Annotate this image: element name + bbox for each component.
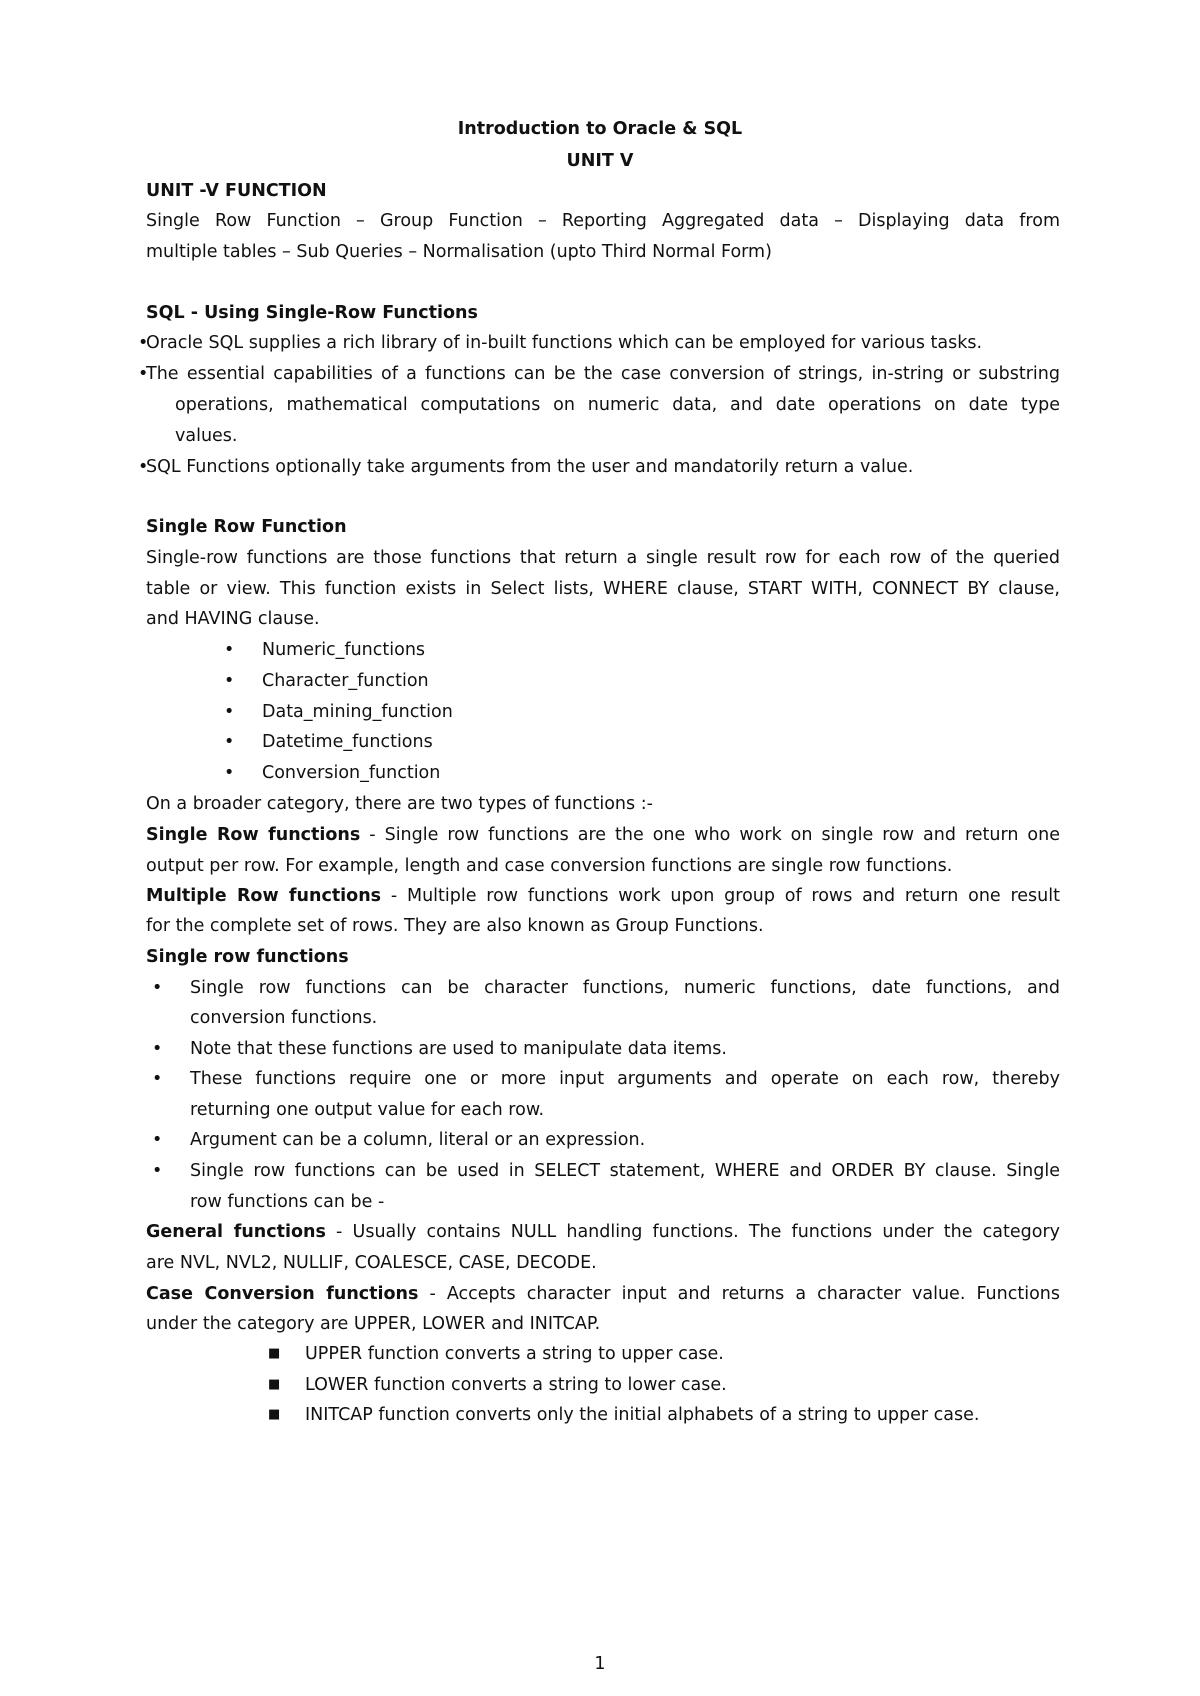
- case-conversion-term: Case Conversion functions: [146, 1284, 419, 1304]
- multiple-row-definition: - Multiple row functions work upon group of rows and return one result: [381, 886, 1060, 906]
- definition-line: [146, 823, 1060, 847]
- square-bullet: ■: [268, 1346, 281, 1361]
- definition-line: [146, 884, 1060, 908]
- bullet-dot: •: [138, 333, 149, 353]
- single-row-term: Single Row functions: [146, 825, 361, 845]
- case-list-item: UPPER function converts a string to upper case.: [305, 1344, 724, 1364]
- bullet-text: returning one output value for each row.: [190, 1100, 545, 1120]
- bullet-dot: •: [138, 364, 149, 384]
- bullet-dot: •: [224, 732, 235, 752]
- function-list-item: Numeric_functions: [262, 640, 426, 660]
- bullet-dot: •: [152, 1069, 163, 1089]
- bullet-dot: •: [152, 1130, 163, 1150]
- case-list-item: INITCAP function converts only the initial alphabets of a string to upper case.: [305, 1405, 980, 1425]
- sql-bullet-text: operations, mathematical computations on numeric data, and date operations on date type: [175, 395, 1060, 415]
- definition-line: for the complete set of rows. They are also known as Group Functions.: [146, 916, 764, 936]
- paragraph-line: table or view. This function exists in Select lists, WHERE clause, START WITH, CONNECT BY clause,: [146, 579, 1060, 599]
- bullet-dot: •: [152, 1039, 163, 1059]
- bullet-dot: •: [138, 457, 149, 477]
- sql-bullet-text: values.: [175, 426, 238, 446]
- definition-line: under the category are UPPER, LOWER and INITCAP.: [146, 1314, 601, 1334]
- bullet-text: Single row functions can be used in SELECT statement, WHERE and ORDER BY clause. Single: [190, 1161, 1060, 1181]
- function-list-item: Character_function: [262, 671, 429, 691]
- function-list-item: Data_mining_function: [262, 702, 453, 722]
- sql-bullet-text: Oracle SQL supplies a rich library of in-built functions which can be employed for various tasks.: [146, 333, 983, 353]
- single-row-function-heading: Single Row Function: [146, 517, 347, 537]
- bullet-dot: •: [152, 978, 163, 998]
- bullet-text: Single row functions can be character functions, numeric functions, date functions, and: [190, 978, 1060, 998]
- single-row-definition: - Single row functions are the one who work on single row and return one: [360, 825, 1060, 845]
- unit-topics-line: multiple tables – Sub Queries – Normalisation (upto Third Normal Form): [146, 242, 772, 262]
- bullet-dot: •: [224, 671, 235, 691]
- broader-category-line: On a broader category, there are two types of functions :-: [146, 794, 653, 814]
- bullet-text: Note that these functions are used to manipulate data items.: [190, 1039, 727, 1059]
- sql-heading: SQL - Using Single-Row Functions: [146, 303, 478, 323]
- paragraph-line: Single-row functions are those functions that return a single result row for each row of the queried: [146, 548, 1060, 568]
- square-bullet: ■: [268, 1377, 281, 1392]
- general-functions-definition: - Usually contains NULL handling functions. The functions under the category: [325, 1222, 1060, 1242]
- unit-heading: UNIT -V FUNCTION: [146, 181, 327, 201]
- bullet-text: row functions can be -: [190, 1192, 385, 1212]
- general-functions-term: General functions: [146, 1222, 326, 1242]
- definition-line: output per row. For example, length and case conversion functions are single row functions.: [146, 856, 953, 876]
- sql-bullet-text: SQL Functions optionally take arguments from the user and mandatorily return a value.: [146, 457, 914, 477]
- bullet-text: Argument can be a column, literal or an expression.: [190, 1130, 646, 1150]
- unit-topics-line: Single Row Function – Group Function – Reporting Aggregated data – Displaying data from: [146, 211, 1060, 231]
- function-list-item: Datetime_functions: [262, 732, 433, 752]
- square-bullet: ■: [268, 1407, 281, 1422]
- function-list-item: Conversion_function: [262, 763, 441, 783]
- case-list-item: LOWER function converts a string to lower case.: [305, 1375, 727, 1395]
- bullet-dot: •: [224, 702, 235, 722]
- bullet-text: These functions require one or more input arguments and operate on each row, thereby: [190, 1069, 1060, 1089]
- bullet-dot: •: [224, 640, 235, 660]
- definition-line: [146, 1220, 1060, 1244]
- bullet-dot: •: [152, 1161, 163, 1181]
- multiple-row-term: Multiple Row functions: [146, 886, 382, 906]
- bullet-text: conversion functions.: [190, 1008, 378, 1028]
- case-conversion-definition: - Accepts character input and returns a character value. Functions: [418, 1284, 1060, 1304]
- definition-line: [146, 1282, 1060, 1306]
- bullet-dot: •: [224, 763, 235, 783]
- unit-label: UNIT V: [566, 151, 634, 171]
- document-title: Introduction to Oracle & SQL: [457, 119, 743, 139]
- paragraph-line: and HAVING clause.: [146, 609, 320, 629]
- page-number: 1: [594, 1654, 606, 1674]
- sql-bullet-text: The essential capabilities of a functions can be the case conversion of strings, in-string or substring: [146, 364, 1060, 384]
- definition-line: are NVL, NVL2, NULLIF, COALESCE, CASE, DECODE.: [146, 1253, 597, 1273]
- single-row-functions-heading: Single row functions: [146, 947, 349, 967]
